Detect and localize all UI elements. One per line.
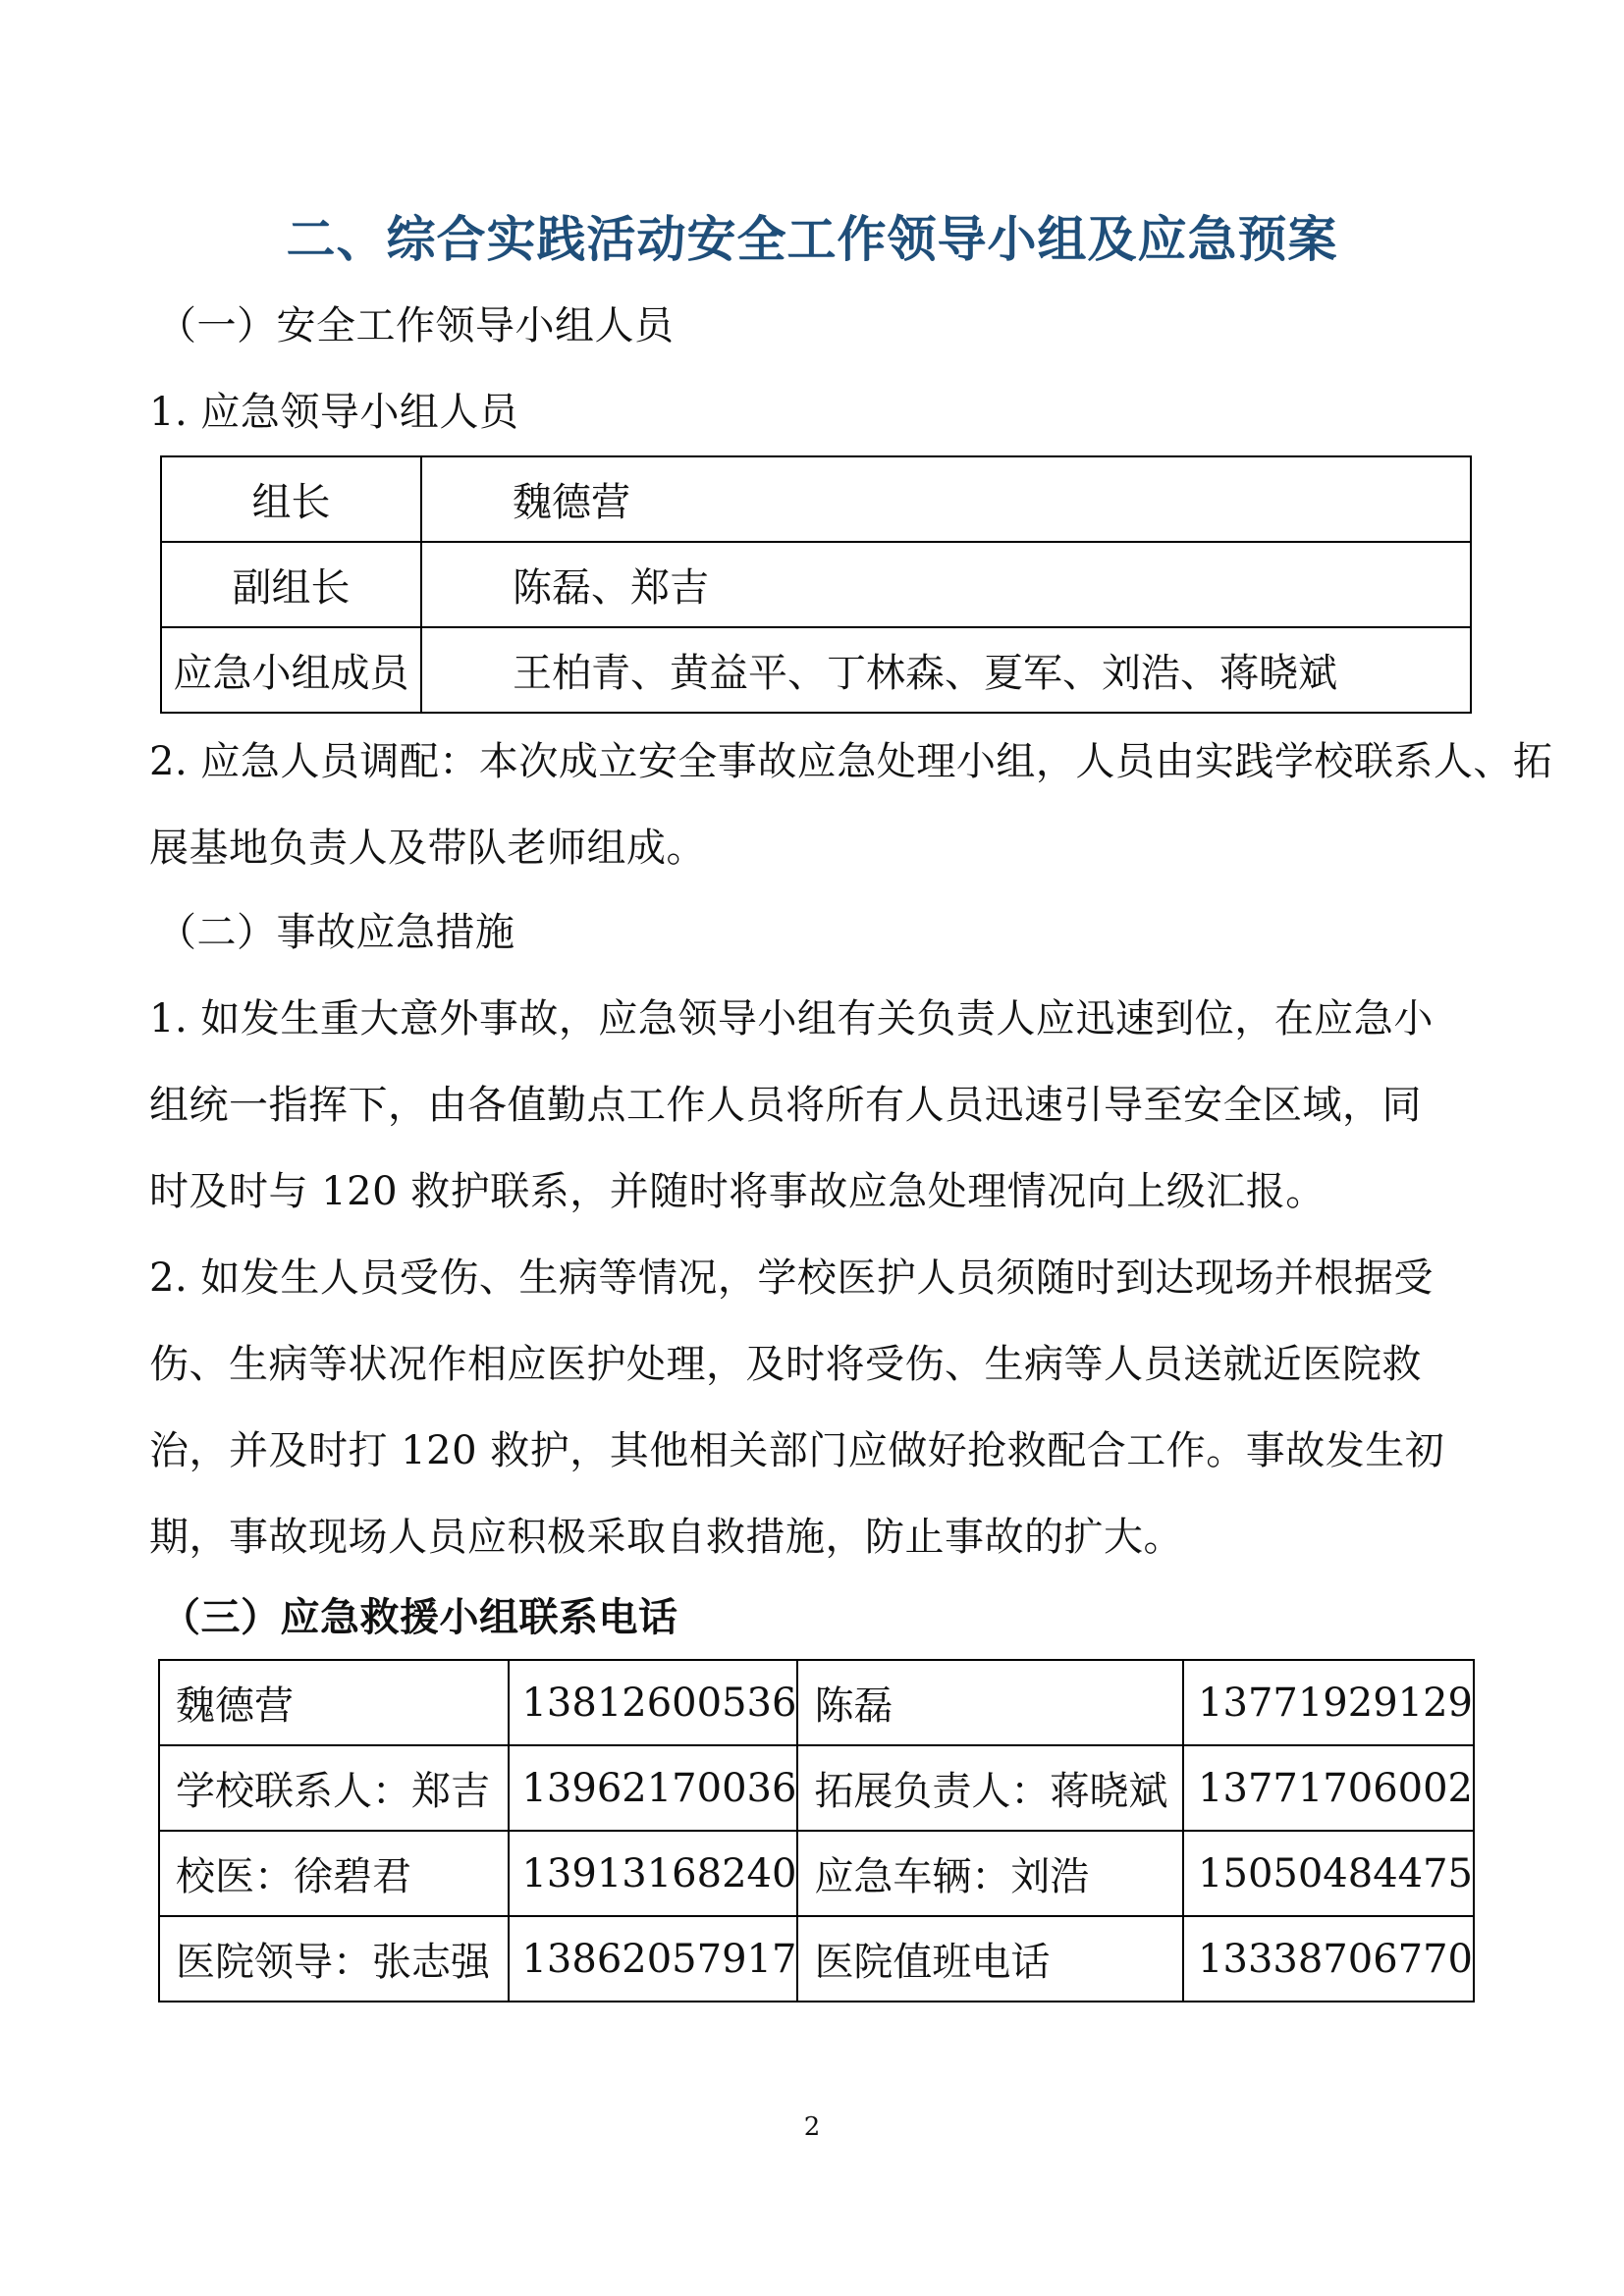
contact-phone: 13771706002 bbox=[1183, 1745, 1474, 1831]
paragraph-line: 治，并及时打 120 救护，其他相关部门应做好抢救配合工作。事故发生初 bbox=[149, 1428, 1445, 1473]
page-number: 2 bbox=[803, 2112, 821, 2142]
leader-group-table bbox=[160, 455, 1472, 714]
table-row bbox=[159, 1745, 1474, 1831]
contact-name: 学校联系人：郑吉 bbox=[159, 1745, 509, 1831]
role-cell: 应急小组成员 bbox=[161, 627, 421, 713]
contact-phone: 13862057917 bbox=[509, 1916, 797, 2002]
section-2-heading: （二）事故应急措施 bbox=[157, 910, 515, 955]
paragraph-line: 期，事故现场人员应积极采取自救措施，防止事故的扩大。 bbox=[149, 1515, 1183, 1560]
paragraph-line: 展基地负责人及带队老师组成。 bbox=[149, 826, 706, 871]
role-cell: 副组长 bbox=[161, 542, 421, 627]
table-row bbox=[161, 542, 1471, 627]
contact-name: 应急车辆：刘浩 bbox=[797, 1831, 1183, 1916]
table-row bbox=[161, 456, 1471, 542]
section-1-heading: （一）安全工作领导小组人员 bbox=[157, 303, 675, 348]
contact-name: 校医：徐碧君 bbox=[159, 1831, 509, 1916]
table-row bbox=[159, 1831, 1474, 1916]
paragraph-line: 2. 应急人员调配：本次成立安全事故应急处理小组，人员由实践学校联系人、拓 bbox=[149, 739, 1553, 784]
section-3-heading: （三）应急救援小组联系电话 bbox=[161, 1595, 678, 1640]
contact-name: 医院值班电话 bbox=[797, 1916, 1183, 2002]
contact-phone: 13812600536 bbox=[509, 1660, 797, 1745]
paragraph-line: 2. 如发生人员受伤、生病等情况，学校医护人员须随时到达现场并根据受 bbox=[149, 1255, 1434, 1301]
subheading-leader-group: 1. 应急领导小组人员 bbox=[149, 390, 519, 435]
contact-phone: 13962170036 bbox=[509, 1745, 797, 1831]
table-row bbox=[159, 1660, 1474, 1745]
page-title: 二、综合实践活动安全工作领导小组及应急预案 bbox=[286, 211, 1338, 268]
contact-phone: 13771929129 bbox=[1183, 1660, 1474, 1745]
contact-name: 拓展负责人：蒋晓斌 bbox=[797, 1745, 1183, 1831]
contact-name: 医院领导：张志强 bbox=[159, 1916, 509, 2002]
contact-phone: 15050484475 bbox=[1183, 1831, 1474, 1916]
names-cell: 陈磊、郑吉 bbox=[421, 542, 1471, 627]
contacts-table bbox=[158, 1659, 1475, 2002]
contact-phone: 13913168240 bbox=[509, 1831, 797, 1916]
contact-name: 魏德营 bbox=[159, 1660, 509, 1745]
names-cell: 魏德营 bbox=[421, 456, 1471, 542]
contact-name: 陈磊 bbox=[797, 1660, 1183, 1745]
paragraph-line: 伤、生病等状况作相应医护处理，及时将受伤、生病等人员送就近医院救 bbox=[149, 1342, 1422, 1387]
paragraph-line: 1. 如发生重大意外事故，应急领导小组有关负责人应迅速到位，在应急小 bbox=[149, 996, 1434, 1041]
role-cell: 组长 bbox=[161, 456, 421, 542]
table-row bbox=[159, 1916, 1474, 2002]
table-row bbox=[161, 627, 1471, 713]
paragraph-line: 时及时与 120 救护联系，并随时将事故应急处理情况向上级汇报。 bbox=[149, 1169, 1326, 1214]
names-cell: 王柏青、黄益平、丁林森、夏军、刘浩、蒋晓斌 bbox=[421, 627, 1471, 713]
contact-phone: 13338706770 bbox=[1183, 1916, 1474, 2002]
paragraph-line: 组统一指挥下，由各值勤点工作人员将所有人员迅速引导至安全区域，同 bbox=[149, 1083, 1422, 1128]
